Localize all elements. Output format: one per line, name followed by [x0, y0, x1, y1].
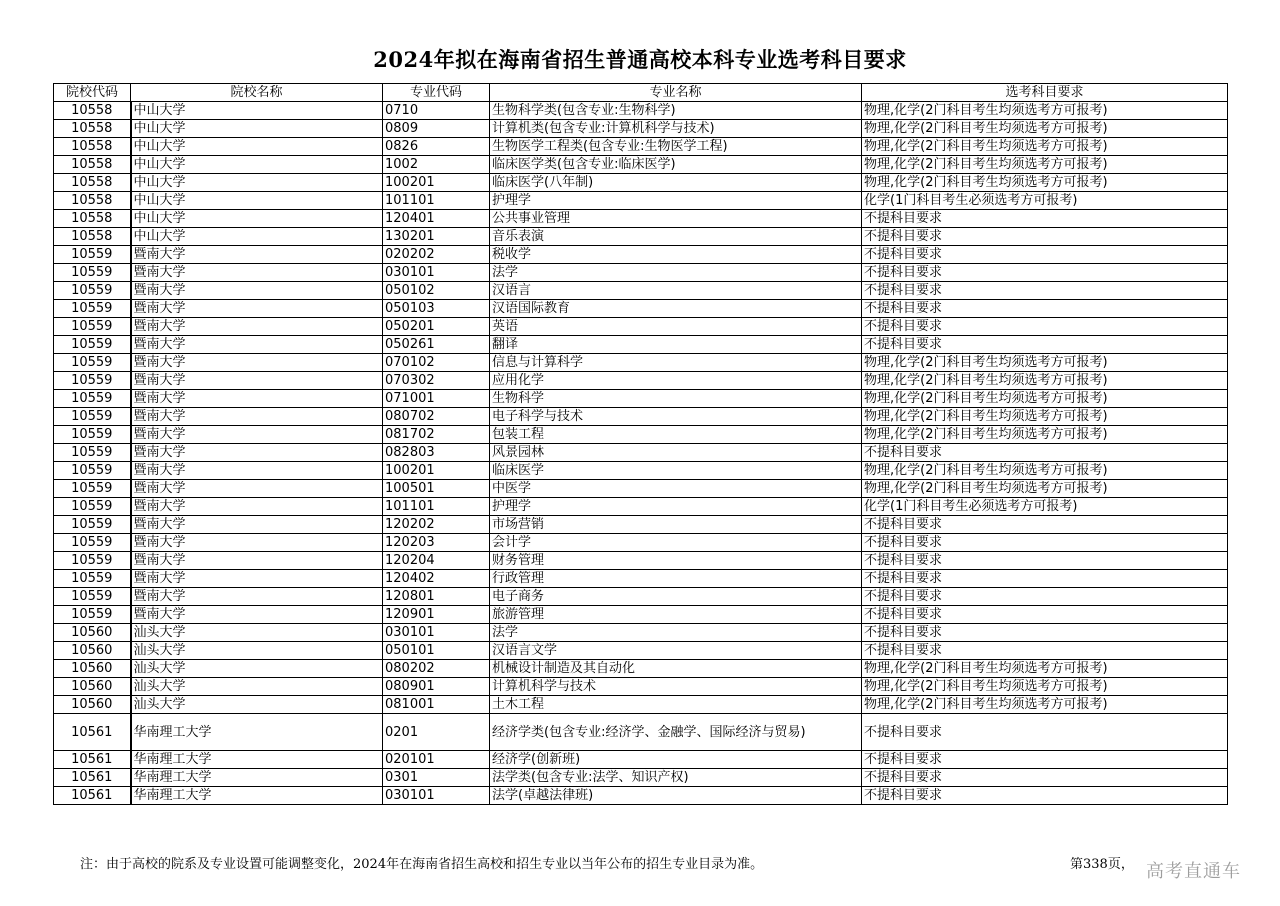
school-code-cell: 10558: [54, 120, 131, 138]
major-name-cell: 法学(卓越法律班): [490, 787, 862, 805]
school-code-cell: 10561: [54, 714, 131, 751]
major-code-cell: 050103: [383, 300, 490, 318]
school-code-cell: 10560: [54, 624, 131, 642]
major-code-cell: 020202: [383, 246, 490, 264]
table-row: [54, 408, 1228, 426]
header-major-name: 专业名称: [490, 84, 862, 102]
major-name-cell: 土木工程: [490, 696, 862, 714]
school-code-cell: 10559: [54, 588, 131, 606]
table-row: [54, 372, 1228, 390]
major-code-cell: 020101: [383, 751, 490, 769]
school-name-cell: 中山大学: [131, 102, 383, 120]
school-name-cell: 中山大学: [131, 138, 383, 156]
major-name-cell: 电子商务: [490, 588, 862, 606]
major-code-cell: 050261: [383, 336, 490, 354]
major-code-cell: 0826: [383, 138, 490, 156]
major-code-cell: 081001: [383, 696, 490, 714]
header-school-name: 院校名称: [131, 84, 383, 102]
major-name-cell: 经济学(创新班): [490, 751, 862, 769]
major-code-cell: 130201: [383, 228, 490, 246]
school-name-cell: 汕头大学: [131, 642, 383, 660]
major-code-cell: 070102: [383, 354, 490, 372]
school-name-cell: 暨南大学: [131, 390, 383, 408]
table-row: [54, 552, 1228, 570]
major-code-cell: 050102: [383, 282, 490, 300]
requirement-cell: 不提科目要求: [862, 318, 1228, 336]
table-row: [54, 516, 1228, 534]
table-row: [54, 102, 1228, 120]
major-name-cell: 市场营销: [490, 516, 862, 534]
major-name-cell: 财务管理: [490, 552, 862, 570]
school-name-cell: 暨南大学: [131, 426, 383, 444]
table-row: [54, 769, 1228, 787]
major-name-cell: 汉语言文学: [490, 642, 862, 660]
school-code-cell: 10559: [54, 282, 131, 300]
school-code-cell: 10559: [54, 534, 131, 552]
major-code-cell: 0301: [383, 769, 490, 787]
major-code-cell: 030101: [383, 787, 490, 805]
school-name-cell: 暨南大学: [131, 498, 383, 516]
subject-requirements-table: [53, 83, 1228, 805]
major-code-cell: 080702: [383, 408, 490, 426]
school-code-cell: 10559: [54, 390, 131, 408]
table-row: [54, 138, 1228, 156]
school-code-cell: 10558: [54, 138, 131, 156]
table-row: [54, 336, 1228, 354]
school-code-cell: 10560: [54, 678, 131, 696]
major-name-cell: 临床医学(八年制): [490, 174, 862, 192]
table-row: [54, 624, 1228, 642]
school-name-cell: 中山大学: [131, 228, 383, 246]
major-name-cell: 包装工程: [490, 426, 862, 444]
school-code-cell: 10561: [54, 769, 131, 787]
table-row: [54, 174, 1228, 192]
requirement-cell: 不提科目要求: [862, 534, 1228, 552]
school-name-cell: 汕头大学: [131, 660, 383, 678]
school-name-cell: 暨南大学: [131, 336, 383, 354]
requirement-cell: 不提科目要求: [862, 282, 1228, 300]
requirement-cell: 不提科目要求: [862, 624, 1228, 642]
table-row: [54, 192, 1228, 210]
table-row: [54, 751, 1228, 769]
major-code-cell: 120801: [383, 588, 490, 606]
major-name-cell: 法学类(包含专业:法学、知识产权): [490, 769, 862, 787]
major-name-cell: 生物医学工程类(包含专业:生物医学工程): [490, 138, 862, 156]
requirement-cell: 不提科目要求: [862, 264, 1228, 282]
major-code-cell: 100201: [383, 174, 490, 192]
table-row: [54, 354, 1228, 372]
school-name-cell: 暨南大学: [131, 408, 383, 426]
table-row: [54, 156, 1228, 174]
major-name-cell: 汉语言: [490, 282, 862, 300]
major-code-cell: 071001: [383, 390, 490, 408]
footer-note: 注：由于高校的院系及专业设置可能调整变化，2024年在海南省招生高校和招生专业以当年公布的招生专业目录为准。: [80, 857, 764, 872]
school-name-cell: 汕头大学: [131, 696, 383, 714]
major-code-cell: 120204: [383, 552, 490, 570]
school-code-cell: 10559: [54, 246, 131, 264]
major-code-cell: 120402: [383, 570, 490, 588]
requirement-cell: 不提科目要求: [862, 588, 1228, 606]
requirement-cell: 不提科目要求: [862, 228, 1228, 246]
school-code-cell: 10559: [54, 300, 131, 318]
requirement-cell: 不提科目要求: [862, 642, 1228, 660]
table-row: [54, 264, 1228, 282]
school-code-cell: 10559: [54, 552, 131, 570]
major-name-cell: 临床医学: [490, 462, 862, 480]
major-name-cell: 临床医学类(包含专业:临床医学): [490, 156, 862, 174]
major-name-cell: 生物科学类(包含专业:生物科学): [490, 102, 862, 120]
table-row: [54, 534, 1228, 552]
major-code-cell: 120901: [383, 606, 490, 624]
table-row: [54, 444, 1228, 462]
requirement-cell: 不提科目要求: [862, 552, 1228, 570]
requirement-cell: 不提科目要求: [862, 769, 1228, 787]
table-row: [54, 696, 1228, 714]
table-header-row: [54, 84, 1228, 102]
requirement-cell: 物理,化学(2门科目考生均须选考方可报考): [862, 120, 1228, 138]
major-name-cell: 风景园林: [490, 444, 862, 462]
school-name-cell: 暨南大学: [131, 354, 383, 372]
requirement-cell: 不提科目要求: [862, 336, 1228, 354]
requirement-cell: 物理,化学(2门科目考生均须选考方可报考): [862, 660, 1228, 678]
school-code-cell: 10558: [54, 192, 131, 210]
major-code-cell: 1002: [383, 156, 490, 174]
requirement-cell: 不提科目要求: [862, 714, 1228, 751]
major-code-cell: 030101: [383, 624, 490, 642]
major-code-cell: 120401: [383, 210, 490, 228]
major-name-cell: 应用化学: [490, 372, 862, 390]
school-name-cell: 暨南大学: [131, 552, 383, 570]
major-code-cell: 080901: [383, 678, 490, 696]
table-row: [54, 426, 1228, 444]
school-name-cell: 暨南大学: [131, 372, 383, 390]
major-code-cell: 080202: [383, 660, 490, 678]
major-code-cell: 101101: [383, 192, 490, 210]
requirement-cell: 化学(1门科目考生必须选考方可报考): [862, 498, 1228, 516]
table-row: [54, 120, 1228, 138]
school-code-cell: 10559: [54, 354, 131, 372]
major-code-cell: 050101: [383, 642, 490, 660]
requirement-cell: 物理,化学(2门科目考生均须选考方可报考): [862, 462, 1228, 480]
requirement-cell: 不提科目要求: [862, 516, 1228, 534]
school-name-cell: 中山大学: [131, 120, 383, 138]
requirement-cell: 物理,化学(2门科目考生均须选考方可报考): [862, 390, 1228, 408]
table-row: [54, 714, 1228, 751]
header-major-code: 专业代码: [383, 84, 490, 102]
major-name-cell: 电子科学与技术: [490, 408, 862, 426]
major-code-cell: 0201: [383, 714, 490, 751]
school-code-cell: 10558: [54, 228, 131, 246]
major-name-cell: 旅游管理: [490, 606, 862, 624]
requirement-cell: 物理,化学(2门科目考生均须选考方可报考): [862, 156, 1228, 174]
page-title: 2024年拟在海南省招生普通高校本科专业选考科目要求: [373, 47, 907, 72]
requirement-cell: 不提科目要求: [862, 246, 1228, 264]
watermark: 高考直通车: [1146, 861, 1241, 882]
header-school-code: 院校代码: [54, 84, 131, 102]
table-row: [54, 660, 1228, 678]
major-name-cell: 法学: [490, 264, 862, 282]
school-name-cell: 暨南大学: [131, 444, 383, 462]
requirement-cell: 物理,化学(2门科目考生均须选考方可报考): [862, 174, 1228, 192]
school-code-cell: 10561: [54, 787, 131, 805]
school-name-cell: 暨南大学: [131, 462, 383, 480]
school-name-cell: 汕头大学: [131, 678, 383, 696]
table-row: [54, 390, 1228, 408]
requirement-cell: 不提科目要求: [862, 210, 1228, 228]
school-name-cell: 华南理工大学: [131, 787, 383, 805]
school-name-cell: 中山大学: [131, 174, 383, 192]
major-code-cell: 101101: [383, 498, 490, 516]
table-row: [54, 498, 1228, 516]
requirement-cell: 物理,化学(2门科目考生均须选考方可报考): [862, 138, 1228, 156]
major-name-cell: 机械设计制造及其自动化: [490, 660, 862, 678]
school-code-cell: 10559: [54, 408, 131, 426]
requirement-cell: 不提科目要求: [862, 606, 1228, 624]
school-name-cell: 暨南大学: [131, 606, 383, 624]
school-name-cell: 暨南大学: [131, 318, 383, 336]
school-name-cell: 中山大学: [131, 192, 383, 210]
school-name-cell: 暨南大学: [131, 534, 383, 552]
school-code-cell: 10559: [54, 462, 131, 480]
major-code-cell: 030101: [383, 264, 490, 282]
school-name-cell: 中山大学: [131, 156, 383, 174]
table-row: [54, 210, 1228, 228]
school-code-cell: 10559: [54, 372, 131, 390]
school-name-cell: 暨南大学: [131, 282, 383, 300]
requirement-cell: 物理,化学(2门科目考生均须选考方可报考): [862, 408, 1228, 426]
school-name-cell: 暨南大学: [131, 570, 383, 588]
page-number: 第338页，: [1070, 857, 1134, 872]
table-row: [54, 570, 1228, 588]
major-name-cell: 会计学: [490, 534, 862, 552]
major-code-cell: 120203: [383, 534, 490, 552]
major-code-cell: 100501: [383, 480, 490, 498]
requirement-cell: 物理,化学(2门科目考生均须选考方可报考): [862, 102, 1228, 120]
major-code-cell: 050201: [383, 318, 490, 336]
school-name-cell: 华南理工大学: [131, 751, 383, 769]
major-name-cell: 护理学: [490, 192, 862, 210]
table-row: [54, 480, 1228, 498]
table-body: [54, 102, 1228, 805]
school-code-cell: 10559: [54, 318, 131, 336]
table-row: [54, 642, 1228, 660]
school-code-cell: 10561: [54, 751, 131, 769]
school-code-cell: 10558: [54, 210, 131, 228]
major-name-cell: 税收学: [490, 246, 862, 264]
school-name-cell: 暨南大学: [131, 480, 383, 498]
school-code-cell: 10558: [54, 156, 131, 174]
table-row: [54, 228, 1228, 246]
school-code-cell: 10559: [54, 336, 131, 354]
table-row: [54, 678, 1228, 696]
requirement-cell: 物理,化学(2门科目考生均须选考方可报考): [862, 480, 1228, 498]
school-name-cell: 暨南大学: [131, 300, 383, 318]
school-name-cell: 暨南大学: [131, 588, 383, 606]
school-code-cell: 10559: [54, 444, 131, 462]
school-code-cell: 10560: [54, 660, 131, 678]
major-name-cell: 公共事业管理: [490, 210, 862, 228]
requirement-cell: 化学(1门科目考生必须选考方可报考): [862, 192, 1228, 210]
requirement-cell: 不提科目要求: [862, 300, 1228, 318]
school-code-cell: 10559: [54, 264, 131, 282]
requirement-cell: 不提科目要求: [862, 444, 1228, 462]
major-name-cell: 汉语国际教育: [490, 300, 862, 318]
school-code-cell: 10559: [54, 480, 131, 498]
major-name-cell: 护理学: [490, 498, 862, 516]
major-code-cell: 070302: [383, 372, 490, 390]
major-code-cell: 0710: [383, 102, 490, 120]
school-name-cell: 暨南大学: [131, 246, 383, 264]
major-name-cell: 法学: [490, 624, 862, 642]
school-name-cell: 暨南大学: [131, 516, 383, 534]
major-name-cell: 经济学类(包含专业:经济学、金融学、国际经济与贸易): [490, 714, 862, 751]
major-code-cell: 100201: [383, 462, 490, 480]
requirement-cell: 不提科目要求: [862, 570, 1228, 588]
school-name-cell: 华南理工大学: [131, 714, 383, 751]
major-code-cell: 0809: [383, 120, 490, 138]
school-name-cell: 汕头大学: [131, 624, 383, 642]
school-name-cell: 中山大学: [131, 210, 383, 228]
major-code-cell: 081702: [383, 426, 490, 444]
table-row: [54, 606, 1228, 624]
major-code-cell: 120202: [383, 516, 490, 534]
table-row: [54, 588, 1228, 606]
school-name-cell: 暨南大学: [131, 264, 383, 282]
requirement-cell: 物理,化学(2门科目考生均须选考方可报考): [862, 354, 1228, 372]
major-name-cell: 生物科学: [490, 390, 862, 408]
table-row: [54, 318, 1228, 336]
school-code-cell: 10558: [54, 174, 131, 192]
school-code-cell: 10559: [54, 570, 131, 588]
school-name-cell: 华南理工大学: [131, 769, 383, 787]
table-row: [54, 787, 1228, 805]
school-code-cell: 10560: [54, 696, 131, 714]
requirement-cell: 不提科目要求: [862, 751, 1228, 769]
school-code-cell: 10559: [54, 606, 131, 624]
major-name-cell: 音乐表演: [490, 228, 862, 246]
major-code-cell: 082803: [383, 444, 490, 462]
major-name-cell: 计算机科学与技术: [490, 678, 862, 696]
requirement-cell: 不提科目要求: [862, 787, 1228, 805]
major-name-cell: 英语: [490, 318, 862, 336]
requirement-cell: 物理,化学(2门科目考生均须选考方可报考): [862, 426, 1228, 444]
table-row: [54, 300, 1228, 318]
school-code-cell: 10559: [54, 426, 131, 444]
school-code-cell: 10559: [54, 516, 131, 534]
table-row: [54, 282, 1228, 300]
major-name-cell: 翻译: [490, 336, 862, 354]
school-code-cell: 10560: [54, 642, 131, 660]
requirement-cell: 物理,化学(2门科目考生均须选考方可报考): [862, 678, 1228, 696]
table-row: [54, 462, 1228, 480]
requirement-cell: 物理,化学(2门科目考生均须选考方可报考): [862, 372, 1228, 390]
major-name-cell: 计算机类(包含专业:计算机科学与技术): [490, 120, 862, 138]
header-subject-requirement: 选考科目要求: [862, 84, 1228, 102]
major-name-cell: 行政管理: [490, 570, 862, 588]
table-row: [54, 246, 1228, 264]
requirement-cell: 物理,化学(2门科目考生均须选考方可报考): [862, 696, 1228, 714]
major-name-cell: 信息与计算科学: [490, 354, 862, 372]
school-code-cell: 10559: [54, 498, 131, 516]
major-name-cell: 中医学: [490, 480, 862, 498]
school-code-cell: 10558: [54, 102, 131, 120]
